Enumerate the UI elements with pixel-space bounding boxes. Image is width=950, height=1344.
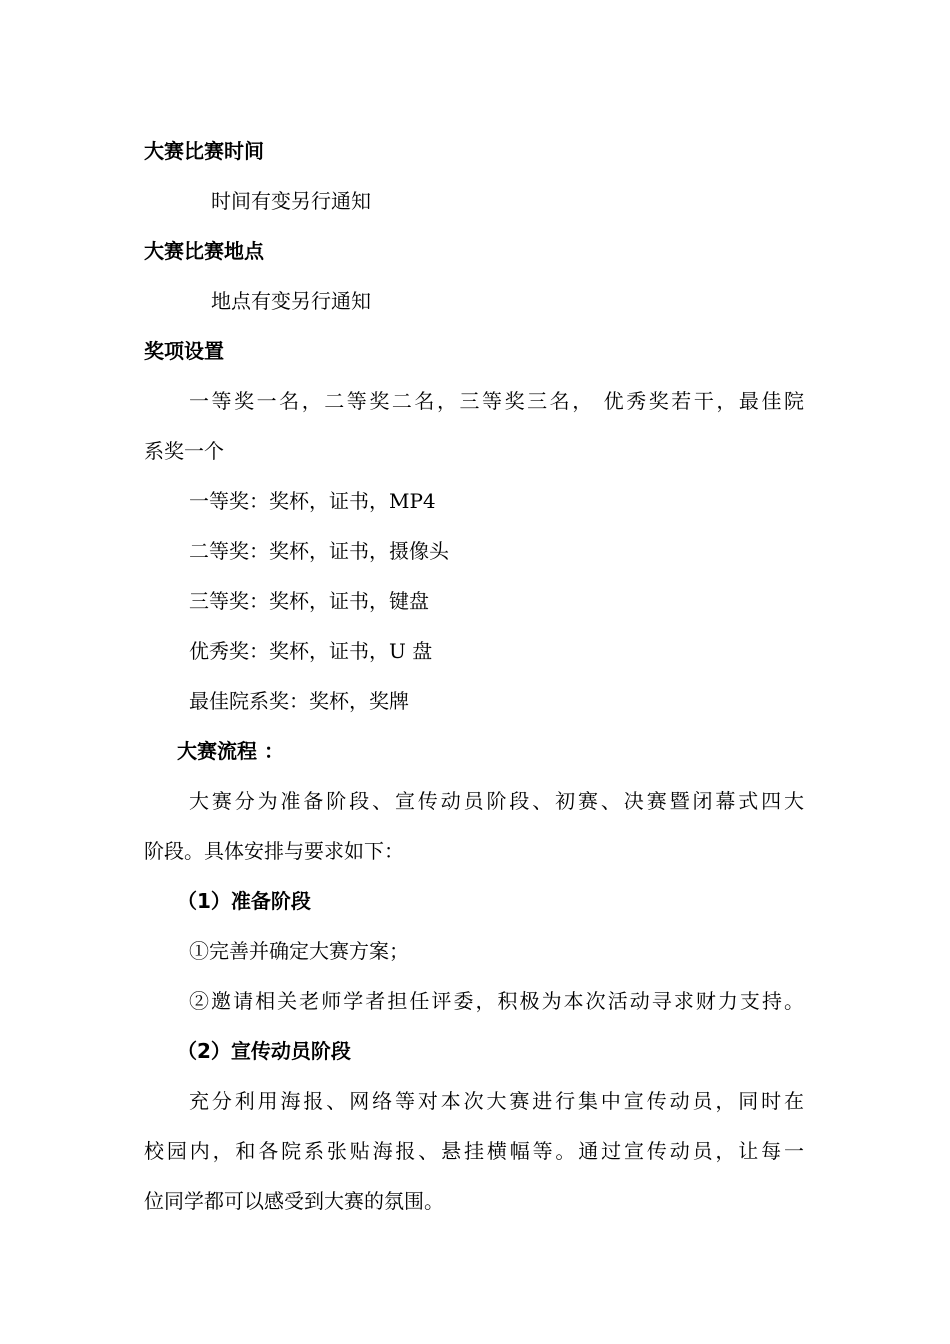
venue-heading: 大赛比赛地点 [144, 239, 264, 263]
stage2-line3: 位同学都可以感受到大赛的氛围。 [144, 1189, 444, 1213]
award-item: 优秀奖：奖杯，证书，U 盘 [189, 639, 433, 663]
stage2-heading: （2）宣传动员阶段 [177, 1039, 351, 1063]
stage1-heading: （1）准备阶段 [177, 889, 311, 913]
awards-summary-line2: 系奖一个 [144, 439, 224, 463]
award-item: 二等奖：奖杯，证书，摄像头 [189, 539, 449, 563]
time-heading: 大赛比赛时间 [144, 139, 264, 163]
awards-summary-line1: 一等奖一名，二等奖二名，三等奖三名， 优秀奖若干，最佳院 [189, 389, 804, 413]
stage1-item: ①完善并确定大赛方案； [189, 939, 409, 963]
awards-heading: 奖项设置 [144, 339, 224, 363]
process-intro-line2: 阶段。具体安排与要求如下： [144, 839, 404, 863]
stage2-line1: 充分利用海报、网络等对本次大赛进行集中宣传动员，同时在 [189, 1089, 804, 1113]
award-item: 一等奖：奖杯，证书，MP4 [189, 489, 436, 513]
venue-body: 地点有变另行通知 [211, 289, 371, 313]
time-body: 时间有变另行通知 [211, 189, 371, 213]
process-heading: 大赛流程 ： [177, 739, 284, 763]
process-intro-line1: 大赛分为准备阶段、宣传动员阶段、初赛、决赛暨闭幕式四大 [189, 789, 804, 813]
award-item: 最佳院系奖：奖杯，奖牌 [189, 689, 409, 713]
stage1-item: ②邀请相关老师学者担任评委，积极为本次活动寻求财力支持。 [189, 989, 804, 1013]
stage2-line2: 校园内，和各院系张贴海报、悬挂横幅等。通过宣传动员，让每一 [144, 1139, 804, 1163]
award-item: 三等奖：奖杯，证书，键盘 [189, 589, 429, 613]
